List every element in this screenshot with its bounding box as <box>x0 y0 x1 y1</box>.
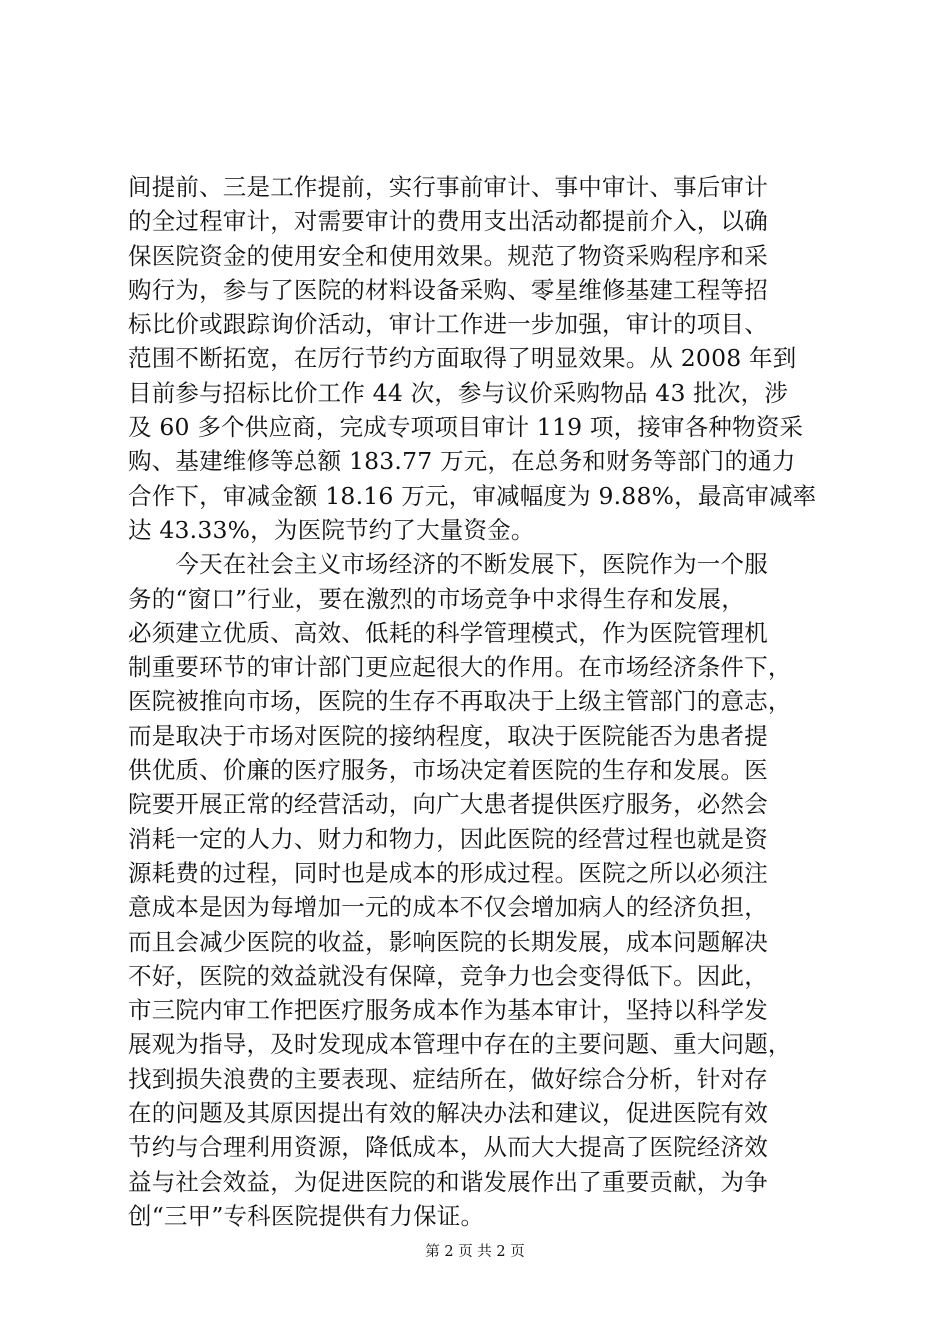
text-line: 必须建立优质、高效、低耗的科学管理模式，作为医院管理机 <box>128 618 768 647</box>
text-line: 保医院资金的使用安全和使用效果。规范了物资采购程序和采 <box>128 241 768 270</box>
text-line: 务的“窗口”行业，要在激烈的市场竞争中求得生存和发展， <box>128 584 745 613</box>
text-line: 目前参与招标比价工作 44 次，参与议价采购物品 43 批次，涉 <box>128 378 789 407</box>
text-line: 的全过程审计，对需要审计的费用支出活动都提前介入，以确 <box>128 207 768 236</box>
text-line: 医院被推向市场，医院的生存不再取决于上级主管部门的意志， <box>128 687 792 716</box>
text-line: 找到损失浪费的主要表现、症结所在，做好综合分析，针对存 <box>128 1064 768 1093</box>
text-line: 源耗费的过程，同时也是成本的形成过程。医院之所以必须注 <box>128 858 768 887</box>
text-line: 而是取决于市场对医院的接纳程度，取决于医院能否为患者提 <box>128 721 768 750</box>
body-text <box>128 170 828 1233</box>
text-line: 及 60 多个供应商，完成专项项目审计 119 项，接审各种物资采 <box>128 413 804 442</box>
text-line: 制重要环节的审计部门更应起很大的作用。在市场经济条件下， <box>128 653 792 682</box>
text-line: 购行为，参与了医院的材料设备采购、零星维修基建工程等招 <box>128 275 768 304</box>
text-line: 展观为指导，及时发现成本管理中存在的主要问题、重大问题， <box>128 1030 792 1059</box>
text-line: 市三院内审工作把医疗服务成本作为基本审计，坚持以科学发 <box>128 996 768 1025</box>
text-line: 而且会减少医院的收益，影响医院的长期发展，成本问题解决 <box>128 927 768 956</box>
text-line: 合作下，审减金额 18.16 万元，审减幅度为 9.88%，最高审减率 <box>128 481 817 510</box>
text-line: 范围不断拓宽，在厉行节约方面取得了明显效果。从 2008 年到 <box>128 344 797 373</box>
text-line: 标比价或跟踪询价活动，审计工作进一步加强，审计的项目、 <box>128 310 768 339</box>
text-line: 意成本是因为每增加一元的成本不仅会增加病人的经济负担， <box>128 893 768 922</box>
text-line: 间提前、三是工作提前，实行事前审计、事中审计、事后审计 <box>128 173 768 201</box>
text-line: 达 43.33%，为医院节约了大量资金。 <box>128 515 535 544</box>
text-line: 院要开展正常的经营活动，向广大患者提供医疗服务，必然会 <box>128 790 768 819</box>
text-line: 今天在社会主义市场经济的不断发展下，医院作为一个服 <box>128 550 768 579</box>
text-line: 创“三甲”专科医院提供有力保证。 <box>128 1201 485 1230</box>
text-line: 在的问题及其原因提出有效的解决办法和建议，促进医院有效 <box>128 1099 768 1128</box>
text-line: 节约与合理利用资源，降低成本，从而大大提高了医院经济效 <box>128 1133 768 1162</box>
text-line: 供优质、价廉的医疗服务，市场决定着医院的生存和发展。医 <box>128 756 768 785</box>
text-line: 消耗一定的人力、财力和物力，因此医院的经营过程也就是资 <box>128 824 768 853</box>
text-line: 不好，医院的效益就没有保障，竞争力也会变得低下。因此， <box>128 961 768 990</box>
text-line: 购、基建维修等总额 183.77 万元，在总务和财务等部门的通力 <box>128 447 796 476</box>
page-number-footer: 第 2 页 共 2 页 <box>425 1244 525 1260</box>
text-line: 益与社会效益，为促进医院的和谐发展作出了重要贡献，为争 <box>128 1167 768 1196</box>
